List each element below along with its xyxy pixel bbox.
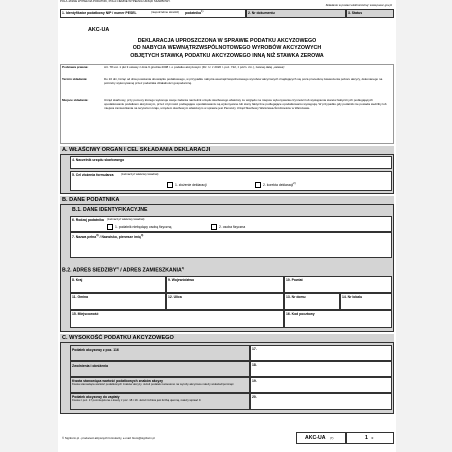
option-submit-declaration[interactable]: 1. złożenie deklaracji xyxy=(167,182,206,188)
country-field[interactable]: 8. Kraj xyxy=(70,276,166,293)
postal-code-field[interactable]: 16. Kod pocztowy xyxy=(284,310,392,328)
purpose-field: 5. Cel złożenia formularza (zaznaczyć właściwy kwadrat): 1. złożenie deklaracji 2. korekta deklaracji$^{2)}$ xyxy=(70,171,392,191)
form-page xyxy=(58,0,396,452)
footer-copyright: © Signform.pl - producent aktywnych formularzy, e-mail: biuro@signform.pl xyxy=(62,436,155,440)
street-field[interactable]: 12. Ulica xyxy=(166,293,284,310)
tax-row-label: Podatek akcyzowy z poz. 116 xyxy=(70,345,250,361)
b1-heading: B.1. DANE IDENTYFIKACYJNE xyxy=(72,207,148,213)
status-field: 3. Status xyxy=(346,9,394,18)
footer-form-code: AKC-UA (7) xyxy=(296,432,346,444)
termin-text: Do 10 dni, licząc od dnia powstania obowiązku podatkowego, w przypadku nabycia wewnątrzwspólnotowego wyrobów akcyzowych znajdujących się poza procedurą zawieszenia poboru akcyzy, dokonanego na potrzeby wykonywanej przez podatnika działalności gospodarczej. xyxy=(104,77,383,85)
house-number-field[interactable]: 13. Nr domu xyxy=(284,293,340,310)
miejsce-text: Urząd skarbowy, przy pomocy którego wykonuje swoje zadania naczelnik urzędu skarbowego właściwy ze względu na miejsce wykonywania czynności lub wystąpienia stanów faktycznych podlegających opodatkowaniu podatkiem akcyzowym, przez czynności podlegające opodatkowaniu są wykonywane lub stany faktyczne podlegające opodatkowaniu występują. W przypadku gdy podatnik nie posiada siedziby lub miejsca zamieszkania na terytorium kraju, urzędem skarbowym właściwym w sprawie jest Pierwszy Urząd Skarbowy Warszawa-Śródmieście w Warszawie. xyxy=(104,98,387,110)
tax-office-field[interactable]: 4. Naczelnik urzędu skarbowego xyxy=(70,156,392,169)
option-natural-person[interactable]: 2. osoba fizyczna xyxy=(211,224,245,230)
checkbox-legal-entity[interactable] xyxy=(107,224,113,230)
section-a-heading: A. WŁAŚCIWY ORGAN I CEL SKŁADANIA DEKLARACJI xyxy=(60,146,394,154)
termin-label: Termin składania: xyxy=(62,77,88,81)
checkbox-correction[interactable] xyxy=(255,182,261,188)
city-field[interactable]: 15. Miejscowość xyxy=(70,310,284,328)
option-legal-entity[interactable]: 1. podatnik niebędący osobą fizyczną xyxy=(107,224,171,230)
checkbox-natural-person[interactable] xyxy=(211,224,217,230)
form-code: AKC-UA xyxy=(88,27,110,33)
voivodeship-field[interactable]: 9. Województwo xyxy=(166,276,284,293)
miejsce-label: Miejsce składania: xyxy=(62,98,89,102)
podstawa-label: Podstawa prawna: xyxy=(62,65,89,69)
document-number-field: 2. Nr dokumentu xyxy=(246,9,346,18)
tax-amount-field[interactable]: 17. xyxy=(250,345,392,361)
section-c-heading: C. WYSOKOŚĆ PODATKU AKCYZOWEGO xyxy=(60,334,394,342)
county-field[interactable]: 10. Powiat xyxy=(284,276,392,293)
checkbox-submit[interactable] xyxy=(167,182,173,188)
form-title: DEKLARACJA UPROSZCZONA W SPRAWIE PODATKU AKCYZOWEGO OD NABYCIA WEWNĄTRZWSPÓLNOTOWEGO WYROBÓW AKCYZOWYCH OBJĘTYCH STAWKĄ PODATKU AKCYZOWEGO INNĄ NIŻ STAWKA ZEROWA xyxy=(130,38,324,59)
podstawa-text: Art. 78 ust. 1 pkt 3 ustawy z dnia 6 grudnia 2008 r. o podatku akcyzowym (Dz. U. z 2020 r. poz. 722, z późn. zm.), zwanej dalej „ustawą”. xyxy=(104,65,286,69)
commune-field[interactable]: 11. Gmina xyxy=(70,293,166,310)
exemptions-row-label: Zwolnienia i obniżenia xyxy=(70,361,250,377)
nip-pesel-field[interactable]: 1. Identyfikator podatkowy NIP / numer PESEL (niepotrzebne skreślić) podatnika 1) xyxy=(60,9,246,18)
taxpayer-type-field: 6. Rodzaj podatnika (zaznaczyć właściwy kwadrat): 1. podatnik niebędący osobą fizyczną 2. osoba fizyczna xyxy=(70,216,392,232)
b2-heading: B.2. ADRES SIEDZIBY$^{3)}$ / ADRES ZAMIESZKANIA$^{4)}$ xyxy=(62,266,185,274)
footer-page-number: 1 /3 xyxy=(346,432,394,444)
excise-stamps-row-label: Kwota stanowiąca wartość podatkowych znaków akcyzy Kwota stanowiąca wartość podatkowych znaków akcyzy. Jeżeli podatek naniesiono na wyroby akcyzowe należy wskazać/pominąć. xyxy=(70,377,250,393)
apartment-number-field[interactable]: 14. Nr lokalu xyxy=(340,293,392,310)
excise-stamps-amount-field[interactable]: 19. xyxy=(250,377,392,393)
tax-due-amount-field[interactable]: 20. xyxy=(250,393,392,410)
section-b-heading: B. DANE PODATNIKA xyxy=(60,196,394,204)
option-correction[interactable]: 2. korekta deklaracji$^{2)}$ xyxy=(255,182,296,188)
exemptions-amount-field[interactable]: 18. xyxy=(250,361,392,377)
instruction-note: POLA JASNE WYPEŁNIA PODATNIK, POLA CIEMNE WYPEŁNIA URZĄD SKARBOWY. xyxy=(60,0,171,3)
electronic-submission-note: Składanie w postaci elektronicznej: www.puesc.gov.pl xyxy=(325,3,392,7)
full-name-field[interactable]: 7. Nazwa pełna$^{3)}$ / Nazwisko, pierwsze imię$^{4)}$ xyxy=(70,232,392,258)
tax-due-row-label: Podatek akcyzowy do zapłaty Kwota z poz. 17 pomniejszona o kwoty z poz. 18 i 19. Jeżeli różnica jest liczbą ujemną, należy wpisać 0. xyxy=(70,393,250,410)
